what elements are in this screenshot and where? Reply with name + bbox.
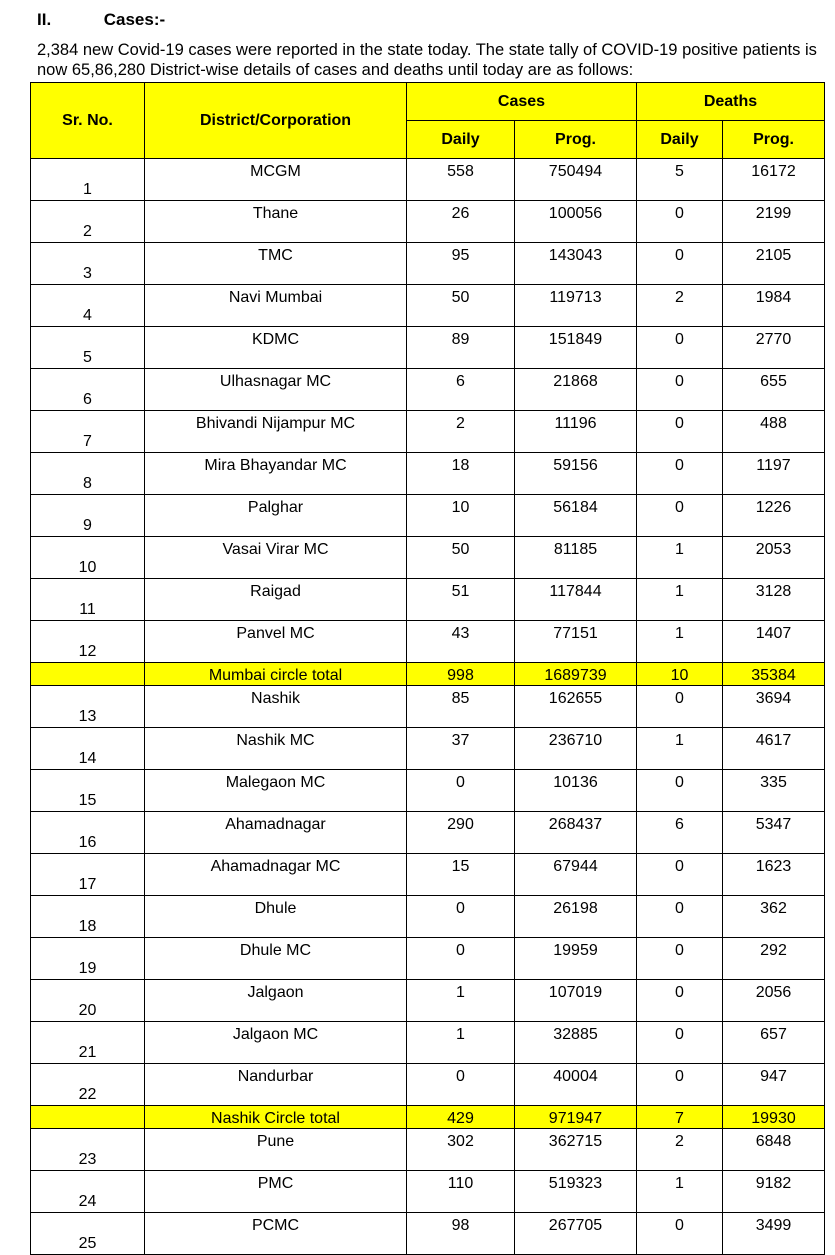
- deaths-daily-cell: 1: [637, 728, 723, 770]
- sr-no-cell: 11: [31, 579, 145, 621]
- district-cell: Nandurbar: [145, 1064, 407, 1106]
- district-cell: TMC: [145, 243, 407, 285]
- sr-no-cell: 3: [31, 243, 145, 285]
- district-cell: Dhule: [145, 896, 407, 938]
- sr-no-cell: 14: [31, 728, 145, 770]
- deaths-prog-cell: 1407: [723, 621, 825, 663]
- deaths-prog-cell: 4617: [723, 728, 825, 770]
- deaths-prog-cell: 655: [723, 369, 825, 411]
- deaths-daily-cell: 6: [637, 812, 723, 854]
- table-row: [31, 686, 825, 728]
- table-row: [31, 159, 825, 201]
- cases-prog-cell: 67944: [515, 854, 637, 896]
- sr-no-cell: [31, 663, 145, 686]
- deaths-prog-cell: 16172: [723, 159, 825, 201]
- deaths-prog-cell: 5347: [723, 812, 825, 854]
- district-cell: Ahamadnagar: [145, 812, 407, 854]
- table-row: [31, 1064, 825, 1106]
- cases-daily-cell: 110: [407, 1171, 515, 1213]
- sr-no-cell: [31, 1106, 145, 1129]
- deaths-daily-cell: 1: [637, 1171, 723, 1213]
- district-cell: Mumbai circle total: [145, 663, 407, 686]
- sr-no-cell: 2: [31, 201, 145, 243]
- sr-no-cell: 4: [31, 285, 145, 327]
- cases-daily-cell: 18: [407, 453, 515, 495]
- header-sr-no: Sr. No.: [31, 83, 145, 159]
- cases-daily-cell: 26: [407, 201, 515, 243]
- cases-daily-cell: 0: [407, 896, 515, 938]
- deaths-daily-cell: 0: [637, 938, 723, 980]
- deaths-prog-cell: 2105: [723, 243, 825, 285]
- table-row: [31, 1213, 825, 1255]
- table-row: [31, 980, 825, 1022]
- cases-daily-cell: 558: [407, 159, 515, 201]
- district-cell: Jalgaon: [145, 980, 407, 1022]
- cases-prog-cell: 21868: [515, 369, 637, 411]
- cases-prog-cell: 162655: [515, 686, 637, 728]
- table-row: [31, 1129, 825, 1171]
- section-number: II.: [37, 10, 52, 29]
- cases-prog-cell: 107019: [515, 980, 637, 1022]
- district-cell: Mira Bhayandar MC: [145, 453, 407, 495]
- deaths-daily-cell: 0: [637, 327, 723, 369]
- deaths-daily-cell: 0: [637, 854, 723, 896]
- cases-daily-cell: 89: [407, 327, 515, 369]
- cases-daily-cell: 85: [407, 686, 515, 728]
- circle-total-row: [31, 1106, 825, 1129]
- cases-daily-cell: 0: [407, 1064, 515, 1106]
- cases-daily-cell: 50: [407, 537, 515, 579]
- sr-no-cell: 16: [31, 812, 145, 854]
- district-cell: Pune: [145, 1129, 407, 1171]
- cases-daily-cell: 429: [407, 1106, 515, 1129]
- header-deaths-daily: Daily: [637, 121, 723, 159]
- deaths-prog-cell: 488: [723, 411, 825, 453]
- cases-prog-cell: 10136: [515, 770, 637, 812]
- deaths-daily-cell: 0: [637, 201, 723, 243]
- district-cell: Nashik: [145, 686, 407, 728]
- deaths-daily-cell: 0: [637, 980, 723, 1022]
- cases-daily-cell: 51: [407, 579, 515, 621]
- deaths-prog-cell: 947: [723, 1064, 825, 1106]
- cases-prog-cell: 143043: [515, 243, 637, 285]
- district-cell: MCGM: [145, 159, 407, 201]
- sr-no-cell: 15: [31, 770, 145, 812]
- table-row: [31, 243, 825, 285]
- district-cell: Raigad: [145, 579, 407, 621]
- table-row: [31, 812, 825, 854]
- header-cases-daily: Daily: [407, 121, 515, 159]
- sr-no-cell: 6: [31, 369, 145, 411]
- cases-prog-cell: 267705: [515, 1213, 637, 1255]
- cases-daily-cell: 98: [407, 1213, 515, 1255]
- deaths-daily-cell: 7: [637, 1106, 723, 1129]
- deaths-prog-cell: 1226: [723, 495, 825, 537]
- district-cell: Bhivandi Nijampur MC: [145, 411, 407, 453]
- sr-no-cell: 19: [31, 938, 145, 980]
- cases-prog-cell: 1689739: [515, 663, 637, 686]
- cases-prog-cell: 236710: [515, 728, 637, 770]
- cases-prog-cell: 971947: [515, 1106, 637, 1129]
- deaths-prog-cell: 6848: [723, 1129, 825, 1171]
- table-row: [31, 537, 825, 579]
- deaths-prog-cell: 1197: [723, 453, 825, 495]
- cases-prog-cell: 19959: [515, 938, 637, 980]
- district-cases-table: [30, 82, 825, 1255]
- sr-no-cell: 22: [31, 1064, 145, 1106]
- table-row: [31, 369, 825, 411]
- table-row: [31, 770, 825, 812]
- table-row: [31, 1171, 825, 1213]
- deaths-daily-cell: 2: [637, 1129, 723, 1171]
- sr-no-cell: 13: [31, 686, 145, 728]
- cases-prog-cell: 26198: [515, 896, 637, 938]
- deaths-prog-cell: 9182: [723, 1171, 825, 1213]
- district-cell: Panvel MC: [145, 621, 407, 663]
- sr-no-cell: 1: [31, 159, 145, 201]
- sr-no-cell: 8: [31, 453, 145, 495]
- cases-prog-cell: 77151: [515, 621, 637, 663]
- district-cell: Navi Mumbai: [145, 285, 407, 327]
- table-row: [31, 495, 825, 537]
- sr-no-cell: 21: [31, 1022, 145, 1064]
- cases-daily-cell: 10: [407, 495, 515, 537]
- deaths-daily-cell: 0: [637, 453, 723, 495]
- cases-prog-cell: 151849: [515, 327, 637, 369]
- table-row: [31, 728, 825, 770]
- deaths-prog-cell: 35384: [723, 663, 825, 686]
- cases-prog-cell: 268437: [515, 812, 637, 854]
- cases-daily-cell: 290: [407, 812, 515, 854]
- district-cell: Dhule MC: [145, 938, 407, 980]
- deaths-prog-cell: 335: [723, 770, 825, 812]
- cases-daily-cell: 95: [407, 243, 515, 285]
- cases-prog-cell: 119713: [515, 285, 637, 327]
- section-heading: [37, 10, 165, 34]
- cases-prog-cell: 56184: [515, 495, 637, 537]
- table-row: [31, 201, 825, 243]
- sr-no-cell: 25: [31, 1213, 145, 1255]
- cases-daily-cell: 43: [407, 621, 515, 663]
- table-row: [31, 1022, 825, 1064]
- cases-prog-cell: 117844: [515, 579, 637, 621]
- deaths-daily-cell: 0: [637, 896, 723, 938]
- sr-no-cell: 24: [31, 1171, 145, 1213]
- sr-no-cell: 20: [31, 980, 145, 1022]
- header-deaths-prog: Prog.: [723, 121, 825, 159]
- deaths-prog-cell: 19930: [723, 1106, 825, 1129]
- district-cell: PMC: [145, 1171, 407, 1213]
- cases-daily-cell: 998: [407, 663, 515, 686]
- cases-daily-cell: 0: [407, 770, 515, 812]
- deaths-daily-cell: 0: [637, 243, 723, 285]
- sr-no-cell: 9: [31, 495, 145, 537]
- deaths-prog-cell: 2770: [723, 327, 825, 369]
- cases-prog-cell: 32885: [515, 1022, 637, 1064]
- table-row: [31, 579, 825, 621]
- deaths-prog-cell: 1623: [723, 854, 825, 896]
- cases-daily-cell: 6: [407, 369, 515, 411]
- cases-daily-cell: 0: [407, 938, 515, 980]
- deaths-daily-cell: 0: [637, 1213, 723, 1255]
- deaths-prog-cell: 2053: [723, 537, 825, 579]
- cases-prog-cell: 519323: [515, 1171, 637, 1213]
- district-cell: KDMC: [145, 327, 407, 369]
- cases-prog-cell: 362715: [515, 1129, 637, 1171]
- deaths-daily-cell: 0: [637, 411, 723, 453]
- cases-prog-cell: 750494: [515, 159, 637, 201]
- district-cell: Thane: [145, 201, 407, 243]
- table-row: [31, 411, 825, 453]
- cases-prog-cell: 11196: [515, 411, 637, 453]
- district-cell: Vasai Virar MC: [145, 537, 407, 579]
- deaths-prog-cell: 2056: [723, 980, 825, 1022]
- district-cell: Nashik MC: [145, 728, 407, 770]
- sr-no-cell: 5: [31, 327, 145, 369]
- table-row: [31, 327, 825, 369]
- deaths-daily-cell: 0: [637, 686, 723, 728]
- district-cell: Jalgaon MC: [145, 1022, 407, 1064]
- header-deaths: Deaths: [637, 83, 825, 121]
- cases-daily-cell: 15: [407, 854, 515, 896]
- sr-no-cell: 17: [31, 854, 145, 896]
- deaths-daily-cell: 2: [637, 285, 723, 327]
- cases-prog-cell: 59156: [515, 453, 637, 495]
- deaths-daily-cell: 0: [637, 770, 723, 812]
- deaths-prog-cell: 292: [723, 938, 825, 980]
- deaths-daily-cell: 0: [637, 1064, 723, 1106]
- deaths-daily-cell: 10: [637, 663, 723, 686]
- deaths-prog-cell: 1984: [723, 285, 825, 327]
- header-cases: Cases: [407, 83, 637, 121]
- header-cases-prog: Prog.: [515, 121, 637, 159]
- circle-total-row: [31, 663, 825, 686]
- sr-no-cell: 18: [31, 896, 145, 938]
- district-cell: PCMC: [145, 1213, 407, 1255]
- header-district: District/Corporation: [145, 83, 407, 159]
- deaths-daily-cell: 0: [637, 1022, 723, 1064]
- intro-paragraph: 2,384 new Covid-19 cases were reported in the state today. The state tally of COVID-19 positive patients is now 65,86,280 District-wise details of cases and deaths until today are as follows:: [37, 41, 817, 79]
- cases-daily-cell: 37: [407, 728, 515, 770]
- district-cell: Palghar: [145, 495, 407, 537]
- district-cell: Malegaon MC: [145, 770, 407, 812]
- deaths-daily-cell: 0: [637, 495, 723, 537]
- table-row: [31, 453, 825, 495]
- table-row: [31, 621, 825, 663]
- cases-daily-cell: 1: [407, 1022, 515, 1064]
- deaths-prog-cell: 3128: [723, 579, 825, 621]
- cases-daily-cell: 50: [407, 285, 515, 327]
- cases-prog-cell: 40004: [515, 1064, 637, 1106]
- sr-no-cell: 7: [31, 411, 145, 453]
- cases-daily-cell: 1: [407, 980, 515, 1022]
- table-row: [31, 938, 825, 980]
- sr-no-cell: 23: [31, 1129, 145, 1171]
- deaths-prog-cell: 3694: [723, 686, 825, 728]
- sr-no-cell: 10: [31, 537, 145, 579]
- deaths-daily-cell: 1: [637, 579, 723, 621]
- cases-prog-cell: 81185: [515, 537, 637, 579]
- section-title: Cases:-: [103, 10, 166, 29]
- deaths-prog-cell: 3499: [723, 1213, 825, 1255]
- sr-no-cell: 12: [31, 621, 145, 663]
- district-cell: Ahamadnagar MC: [145, 854, 407, 896]
- district-cell: Nashik Circle total: [145, 1106, 407, 1129]
- deaths-prog-cell: 2199: [723, 201, 825, 243]
- cases-daily-cell: 2: [407, 411, 515, 453]
- district-cell: Ulhasnagar MC: [145, 369, 407, 411]
- deaths-prog-cell: 362: [723, 896, 825, 938]
- table-row: [31, 854, 825, 896]
- cases-daily-cell: 302: [407, 1129, 515, 1171]
- cases-prog-cell: 100056: [515, 201, 637, 243]
- deaths-daily-cell: 1: [637, 621, 723, 663]
- deaths-daily-cell: 1: [637, 537, 723, 579]
- deaths-prog-cell: 657: [723, 1022, 825, 1064]
- table-row: [31, 285, 825, 327]
- deaths-daily-cell: 0: [637, 369, 723, 411]
- deaths-daily-cell: 5: [637, 159, 723, 201]
- table-row: [31, 896, 825, 938]
